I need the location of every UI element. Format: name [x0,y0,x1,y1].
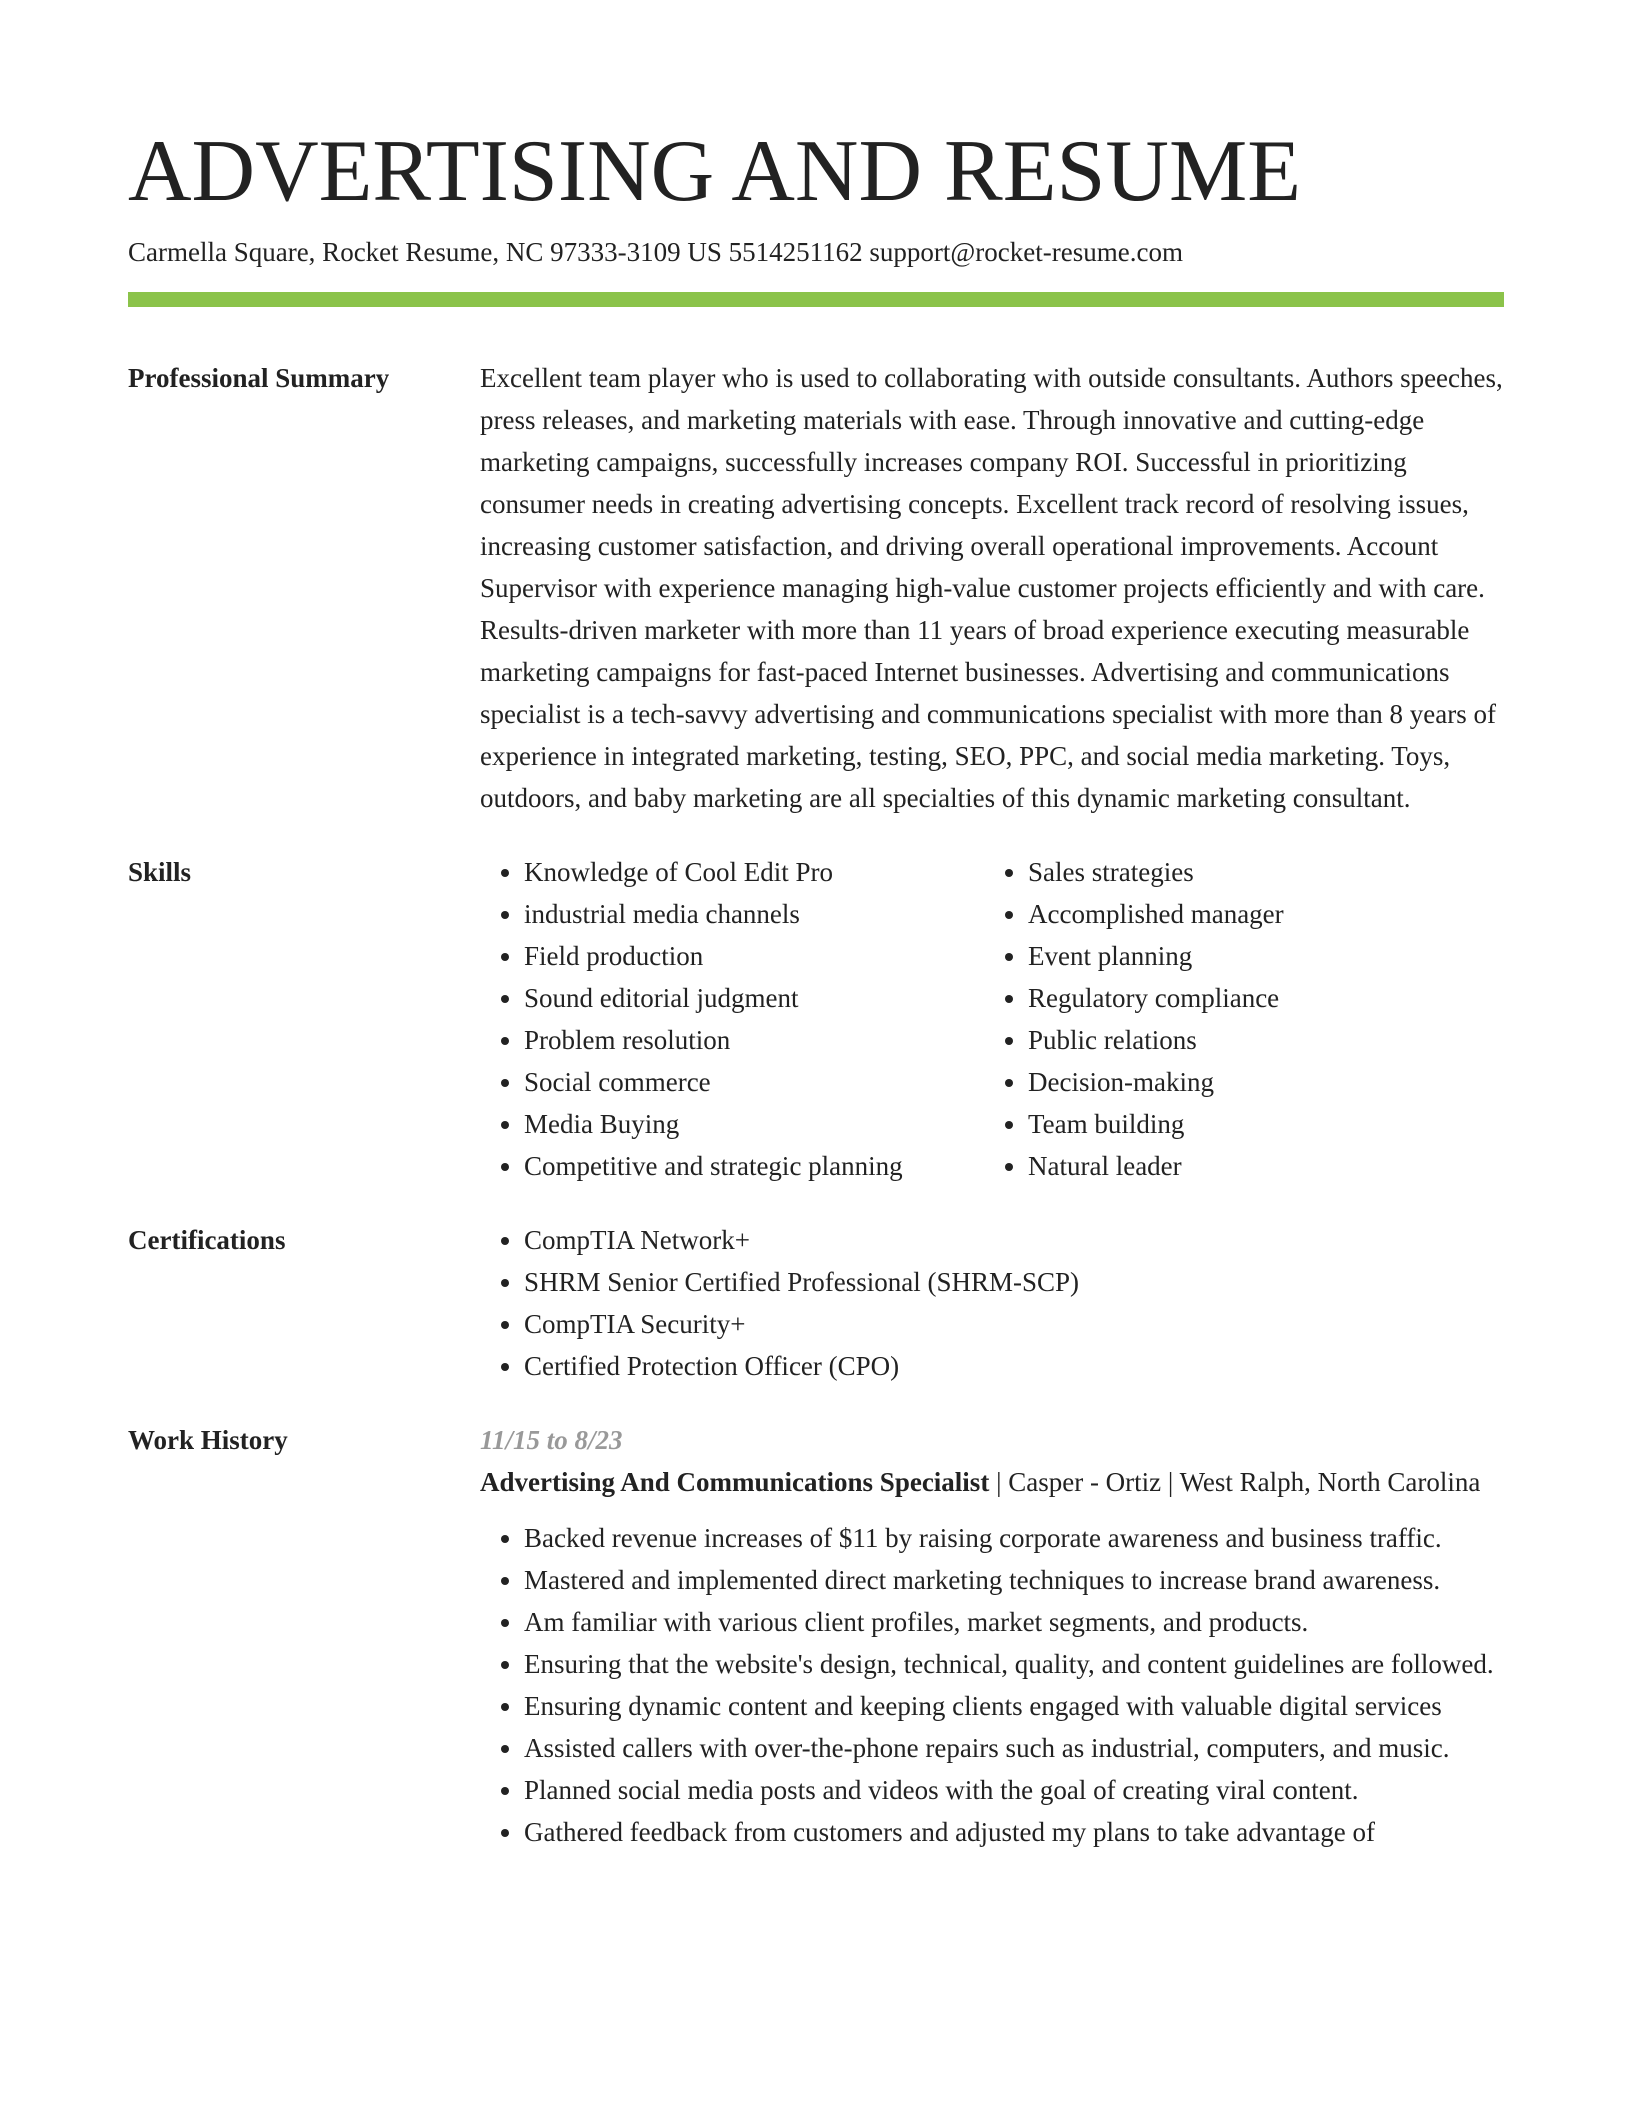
resume-name: ADVERTISING AND RESUME [128,123,1301,220]
skill-item: • Event planning [1028,935,1504,977]
job-bullet: • Mastered and implemented direct marketing techniques to increase brand awareness. [524,1559,1504,1601]
contact-phone: 5514251162 [728,237,870,267]
work-history-heading: Work History [128,1425,288,1455]
skill-item: • Competitive and strategic planning [524,1145,984,1187]
certification-item: • Certified Protection Officer (CPO) [524,1345,1504,1387]
job-entry [480,1419,1504,1853]
certification-item: • CompTIA Network+ [524,1219,1504,1261]
job-bullet: • Backed revenue increases of $11 by raising corporate awareness and business traffic. [524,1517,1504,1559]
job-bullet: • Assisted callers with over-the-phone repairs such as industrial, computers, and music. [524,1727,1504,1769]
skills-heading: Skills [128,857,192,887]
skill-item: • Decision-making [1028,1061,1504,1103]
job-bullets [480,1517,1504,1853]
contact-email: support@rocket-resume.com [869,237,1183,267]
contact-line [128,234,1504,270]
skill-item: • Knowledge of Cool Edit Pro [524,851,984,893]
skill-item: • Regulatory compliance [1028,977,1504,1019]
job-title: Advertising And Communications Specialist [480,1467,990,1497]
job-bullet: • Planned social media posts and videos with the goal of creating viral content. [524,1769,1504,1811]
job-bullet: • Ensuring that the website's design, technical, quality, and content guidelines are followed. [524,1643,1504,1685]
job-bullet: • Am familiar with various client profiles, market segments, and products. [524,1601,1504,1643]
certification-item: • CompTIA Security+ [524,1303,1504,1345]
skill-item: • Field production [524,935,984,977]
resume-page [128,0,1504,1853]
skills-columns [480,851,1504,1187]
summary-heading: Professional Summary [128,363,390,393]
job-bullet: • Ensuring dynamic content and keeping clients engaged with valuable digital services [524,1685,1504,1727]
skill-item: • Problem resolution [524,1019,984,1061]
skill-item: • Sales strategies [1028,851,1504,893]
skill-item: • Sound editorial judgment [524,977,984,1019]
job-bullet: • Gathered feedback from customers and adjusted my plans to take advantage of [524,1811,1504,1853]
work-history-section [128,1419,1504,1853]
job-heading [480,1461,1504,1503]
skill-item: • Team building [1028,1103,1504,1145]
skills-section [128,851,1504,1187]
skill-item: • Social commerce [524,1061,984,1103]
header-divider [128,292,1504,307]
skill-item: • Accomplished manager [1028,893,1504,935]
skill-item: • Public relations [1028,1019,1504,1061]
certifications-list [480,1219,1504,1387]
skill-item: • industrial media channels [524,893,984,935]
skills-list-left [480,851,984,1187]
skills-list-right [984,851,1504,1187]
certifications-heading: Certifications [128,1225,286,1255]
job-dates: 11/15 to 8/23 [480,1425,623,1455]
job-details: | Casper - Ortiz | West Ralph, North Carolina [989,1467,1481,1497]
contact-address: Carmella Square, Rocket Resume, NC 97333-3109 US [128,237,729,267]
skill-item: • Natural leader [1028,1145,1504,1187]
certification-item: • SHRM Senior Certified Professional (SHRM-SCP) [524,1261,1504,1303]
certifications-section [128,1219,1504,1387]
summary-section [128,357,1504,819]
skill-item: • Media Buying [524,1103,984,1145]
summary-text: Excellent team player who is used to collaborating with outside consultants. Authors speeches, press releases, and marketing materials with ease. Through innovative and cutting-edge marketing campaigns, successfully increases company ROI. Successful in prioritizing consumer needs in creating advertising concepts. Excellent track record of resolving issues, increasing customer satisfaction, and driving overall operational improvements. Account Supervisor with experience managing high-value customer projects efficiently and with care. Results-driven marketer with more than 11 years of broad experience executing measurable marketing campaigns for fast-paced Internet businesses. Advertising and communications specialist is a tech-savvy advertising and communications specialist with more than 8 years of experience in integrated marketing, testing, SEO, PPC, and social media marketing. Toys, outdoors, and baby marketing are all specialties of this dynamic marketing consultant. [480,363,1503,813]
